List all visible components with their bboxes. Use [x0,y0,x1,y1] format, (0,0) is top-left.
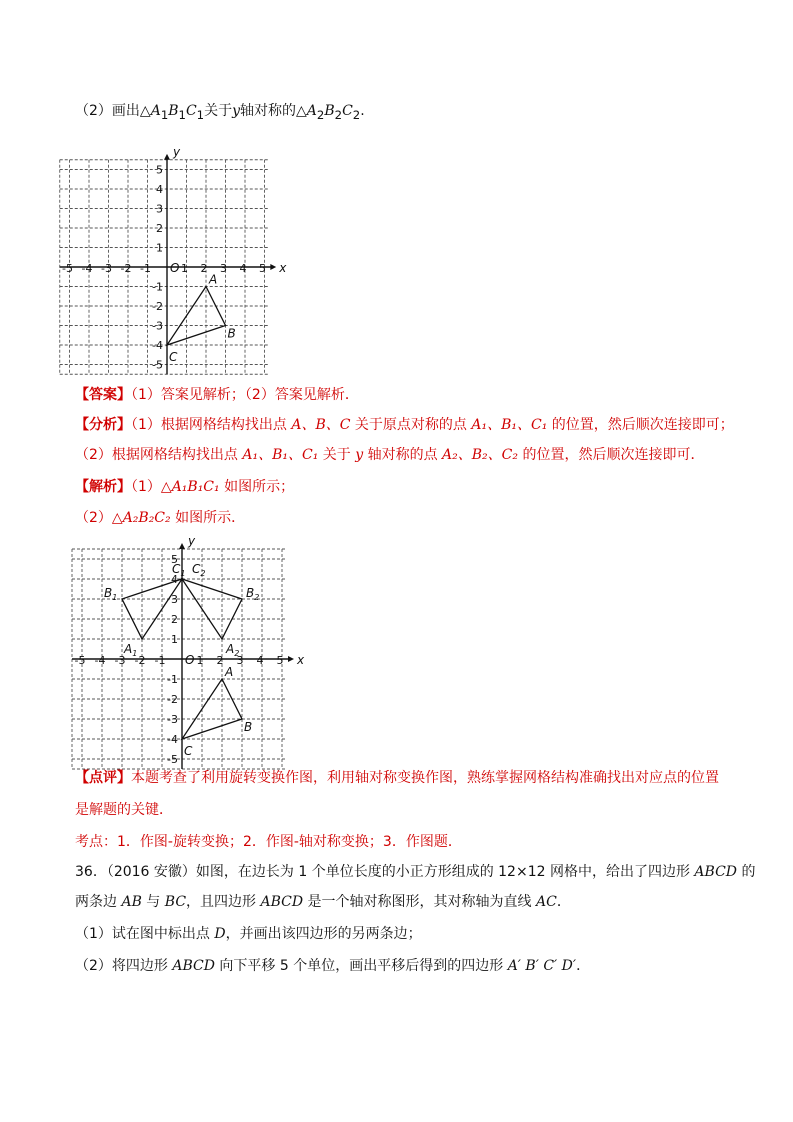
y-tick-label: -5 [152,358,163,372]
y-axis-arrow [164,154,170,160]
x-tick-label: -2 [134,654,146,667]
x-axis-label: x [297,653,305,667]
point-label-b: B [244,720,253,734]
solution-line-2: （2）△A₂B₂C₂ 如图所示． [75,510,246,526]
triangle-a1b1c1 [122,579,182,639]
y-tick-label: 2 [156,222,163,235]
y-tick-label: 1 [171,633,178,646]
x-tick-label: -3 [114,654,126,667]
y-axis-label: y [188,534,196,548]
x-tick-label: 5 [259,262,266,275]
y-tick-label: -3 [167,713,178,726]
y-tick-label: 5 [171,553,178,566]
x-tick-label: -1 [140,262,151,275]
origin-label: O [185,653,195,667]
y-tick-label: 4 [171,573,178,586]
y-tick-label: 3 [171,593,178,606]
y-tick-label: 2 [171,613,178,626]
triangle-a2b2c2 [182,579,242,639]
comment-line-1: 【点评】本题考查了利用旋转变换作图，利用轴对称变换作图，熟练掌握网格结构准确找出对应点的位置 [75,770,719,786]
x-tick-label: -1 [154,654,166,667]
q36-line-3: （1）试在图中标出点 D，并画出该四边形的另两条边； [75,926,422,942]
y-tick-label: 1 [156,241,163,255]
x-tick-label: 4 [239,262,247,275]
point-label-a1: $A_1$ [124,642,138,658]
x-tick-label: -3 [101,262,112,275]
x-tick-label: -5 [74,654,86,667]
y-axis-arrow [179,543,185,549]
x-tick-label: 4 [256,654,264,667]
y-tick-label: 5 [156,163,163,177]
x-tick-label: 2 [200,262,208,275]
point-label-a: A [225,665,234,679]
comment-line-2: 是解题的关键． [75,802,173,818]
y-tick-label: 3 [156,202,163,216]
point-label-c: C [169,350,178,364]
point-label-b2: $B_2$ [246,586,260,602]
x-axis-arrow [270,264,276,270]
point-label-c1: $C_1$ [172,562,186,578]
x-tick-label: 1 [181,262,188,275]
y-tick-label: -1 [152,280,163,294]
x-tick-label: 2 [216,654,224,667]
x-axis-label: x [279,261,287,275]
x-tick-label: -2 [120,262,132,275]
triangle-abc [182,679,242,739]
x-tick-label: -5 [62,262,73,275]
q36-line-4: （2）将四边形 ABCD 向下平移 5 个单位，画出平移后得到的四边形 A′ B′ C′ D′． [75,958,591,974]
analysis-line-2: （2）根据网格结构找出点 A₁、B₁、C₁ 关于 y 轴对称的点 A₂、B₂、C₂ 的位置，然后顺次连接即可． [75,447,705,463]
question-part2: （2）画出$\triangle A_1B_1C_1$关于y轴对称的$\triangle A_2B_2C_2$. [75,103,365,122]
x-axis-arrow [288,656,294,662]
y-tick-label: -3 [152,319,163,333]
origin-label: O [170,261,180,275]
x-tick-label: 3 [236,654,244,667]
q36-line-2: 两条边 AB 与 BC，且四边形 ABCD 是一个轴对称图形，其对称轴为直线 AC． [75,894,571,910]
y-tick-label: -4 [167,733,178,746]
y-tick-label: -2 [152,300,163,313]
x-tick-label: 5 [276,654,284,667]
y-tick-label: 4 [156,183,163,196]
point-label-a2: $A_2$ [226,642,240,658]
y-tick-label: -2 [167,693,178,706]
solution-line-1: 【解析】（1）△A₁B₁C₁ 如图所示； [75,479,295,495]
x-tick-label: 3 [220,262,227,275]
analysis-line-1: 【分析】（1）根据网格结构找出点 A、B、C 关于原点对称的点 A₁、B₁、C₁ 的位置，然后顺次连接即可； [75,417,734,433]
y-tick-label: -5 [167,753,178,766]
point-label-c: C [184,744,193,758]
kaodian-line: 考点：1．作图-旋转变换；2．作图-轴对称变换；3．作图题． [75,834,462,850]
y-tick-label: -4 [152,339,163,352]
x-tick-label: -4 [94,654,106,667]
point-label-a: A [209,272,218,287]
x-tick-label: 1 [196,654,204,667]
q36-line-1: 36．（2016 安徽）如图，在边长为 1 个单位长度的小正方形组成的 12×12 网格中，给出了四边形 ABCD 的 [75,864,756,880]
x-tick-label: -4 [81,262,93,275]
triangle-abc [167,287,226,346]
point-label-b: B [227,326,236,341]
point-label-c2: $C_2$ [192,562,206,578]
y-tick-label: -1 [167,673,178,686]
point-label-b1: $B_1$ [104,586,118,602]
y-axis-label: y [173,144,181,159]
answer-line: 【答案】（1）答案见解析；（2）答案见解析． [75,387,359,403]
